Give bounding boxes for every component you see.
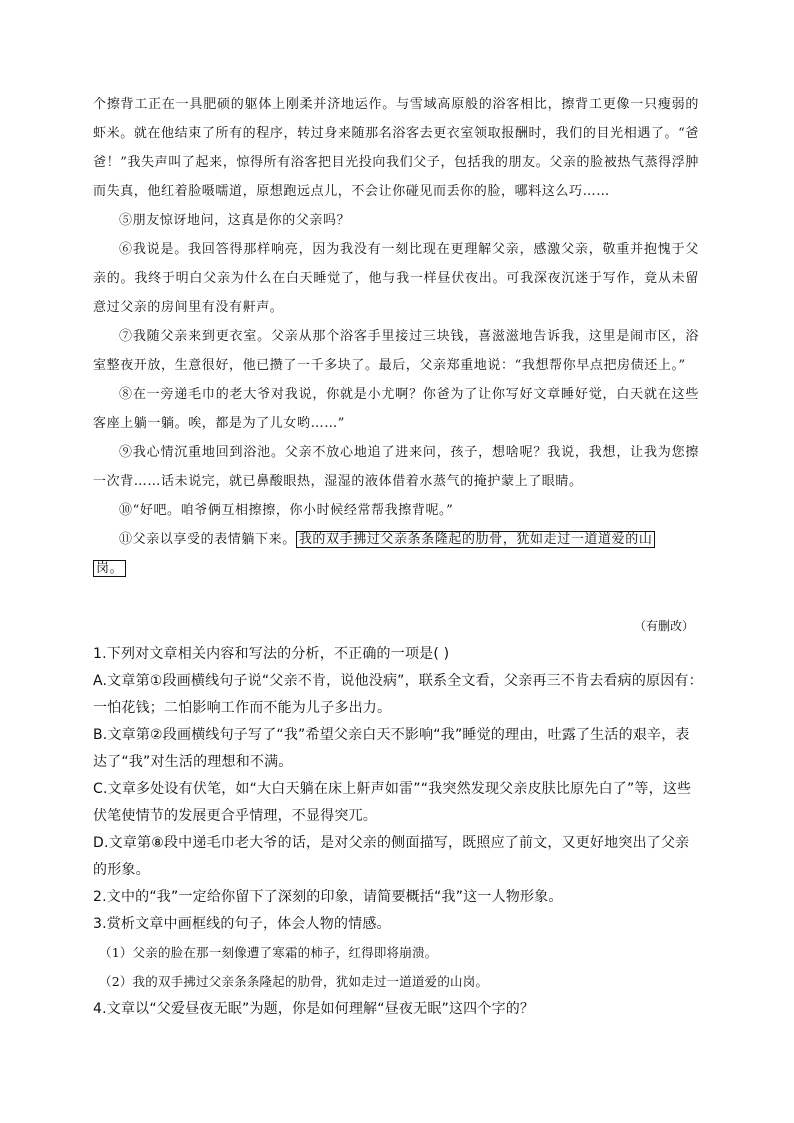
story-paragraph-11-end [93, 554, 699, 583]
question-1-option-d: D.文章第⑧段中递毛巾老大爷的话，是对父亲的侧面描写，既照应了前文，又更好地突出了父亲的形象。 [93, 835, 690, 878]
question-4: 4.文章以“父爱昼夜无眠”为题，你是如何理解“昼夜无眠”这四个字的？ [93, 1001, 535, 1017]
question-3: 3.赏析文章中画框线的句子，体会人物的情感。 [93, 916, 391, 932]
question-1-option-a: A.文章第①段画横线句子说“父亲不肯，说他没病”，联系全文看，父亲再三不肯去看病的原因有：一怕花钱；二怕影响工作而不能为儿子多出力。 [93, 673, 703, 716]
paragraph-11-lead: ⑪父亲以享受的表情躺下来。 [119, 532, 296, 547]
story-paragraph-6: ⑥我说是。我回答得那样响亮，因为我没有一刻比现在更理解父亲，感激父亲，敬重并抱愧于父亲的。我终于明白父亲为什么在白天睡觉了，他与我一样昼伏夜出。可我深夜沉迷于写作，竟从未留意过父亲的房间里有没有鼾声。 [93, 242, 699, 315]
story-paragraph-5: ⑤朋友惊讶地问，这真是你的父亲吗？ [119, 213, 351, 228]
story-paragraph-10: ⑩“好吧。咱爷俩互相擦擦，你小时候经常帮我擦背呢。” [119, 503, 454, 518]
story-paragraph-8: ⑧在一旁递毛巾的老大爷对我说，你就是小尤啊？你爸为了让你写好文章睡好觉，白天就在这些客座上躺一躺。唉，都是为了儿女哟……” [93, 387, 699, 431]
story-paragraph-9: ⑨我心情沉重地回到浴池。父亲不放心地追了进来问，孩子，想啥呢？我说，我想，让我为您擦一次背……话未说完，就已鼻酸眼热，湿湿的液体借着水蒸气的掩护蒙上了眼睛。 [93, 445, 699, 489]
framed-sentence-end: 岗。 [93, 560, 126, 577]
story-text [93, 90, 699, 583]
question-1-option-b: B.文章第②段画横线句子写了“我”希望父亲白天不影响“我”睡觉的理由，吐露了生活的艰辛，表达了“我”对生活的理想和不满。 [93, 727, 690, 770]
source-note: （有删改） [633, 619, 694, 633]
questions-section [93, 641, 703, 1023]
question-2: 2.文中的“我”一定给你留下了深刻的印象，请简要概括“我”这一人物形象。 [93, 889, 563, 905]
question-1-option-c: C.文章多处设有伏笔，如“大白天躺在床上鼾声如雷”“我突然发现父亲皮肤比原先白了”等，这些伏笔使情节的发展更合乎情理，不显得突兀。 [93, 781, 692, 824]
story-paragraph-intro: 个擦背工正在一具肥硕的躯体上刚柔并济地运作。与雪域高原般的浴客相比，擦背工更像一只瘦弱的虾米。就在他结束了所有的程序，转过身来随那名浴客去更衣室领取报酬时，我们的目光相遇了。“爸爸！”我失声叫了起来，惊得所有浴客把目光投向我们父子，包括我的朋友。父亲的脸被热气蒸得浮肿而失真，他红着脸嗫嚅道，原想跑远点儿，不会让你碰见而丢你的脸，哪料这么巧…… [93, 97, 699, 199]
question-1: 1.下列对文章相关内容和写法的分析，不正确的一项是( ) [93, 646, 450, 662]
question-3-item-2: （2）我的双手拂过父亲条条隆起的肋骨，犹如走过一道道爱的山岗。 [99, 974, 489, 989]
story-paragraph-11 [93, 525, 699, 554]
story-paragraph-7: ⑦我随父亲来到更衣室。父亲从那个浴客手里接过三块钱，喜滋滋地告诉我，这里是闹市区，浴室整夜开放，生意很好，他已攒了一千多块了。最后，父亲郑重地说：“我想帮你早点把房债还上。” [93, 329, 699, 373]
framed-sentence: 我的双手拂过父亲条条隆起的肋骨，犹如走过一道道爱的山 [296, 531, 656, 548]
question-3-item-1: （1）父亲的脸在那一刻像遭了寒霜的柿子，红得即将崩溃。 [99, 945, 438, 960]
